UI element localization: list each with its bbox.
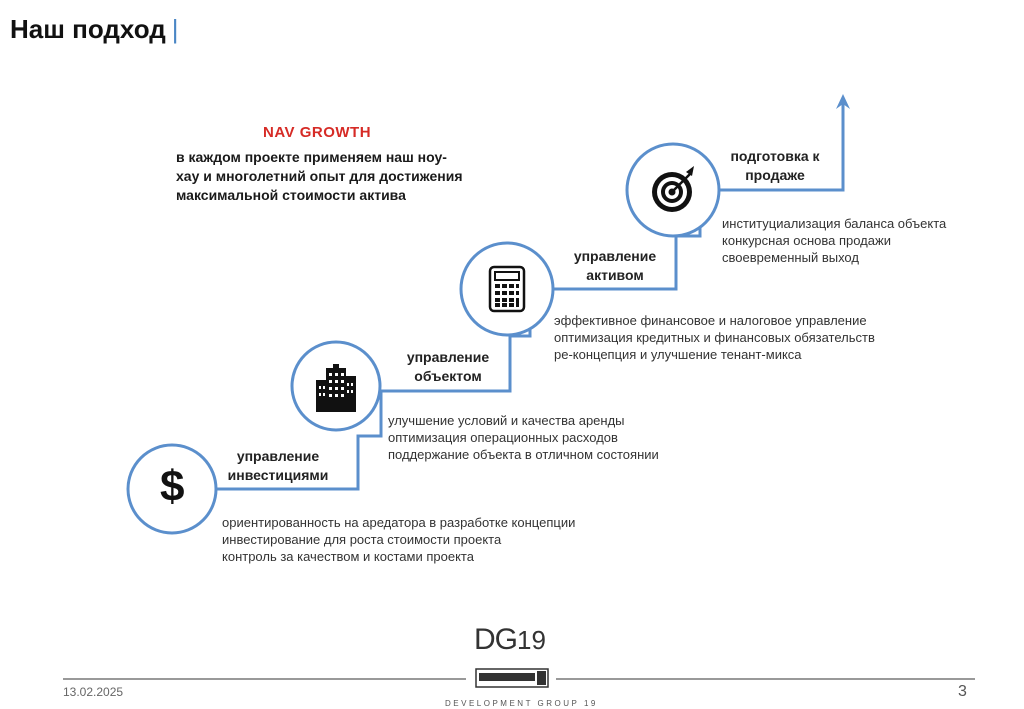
- intro-heading: NAV GROWTH: [263, 124, 372, 141]
- step-label-2: управление объектом: [406, 349, 490, 384]
- step-description-1: ориентированность на аредатора в разработке концепции инвестирование для роста стоимости проекта контроль за качеством и костами проекта: [222, 515, 576, 564]
- step-description-2: улучшение условий и качества аренды оптимизация операционных расходов поддержание объекта в отличном состоянии: [388, 413, 659, 462]
- step-circle-3: [461, 243, 553, 335]
- step-label-1: управление инвестициями: [227, 448, 329, 483]
- step-description-3: эффективное финансовое и налоговое управление оптимизация кредитных и финансовых обязательств ре-концепция и улучшение тенант-микса: [554, 313, 875, 362]
- intro-text: в каждом проекте применяем наш ноу- хау и многолетний опыт для достижения максимальной стоимости актива: [176, 149, 463, 203]
- step-label-4: подготовка к продаже: [730, 148, 820, 183]
- page-title: Наш подход |: [10, 14, 179, 44]
- title-separator: |: [171, 14, 179, 44]
- logo-building-icon: [476, 669, 548, 687]
- step-label-3: управление активом: [573, 248, 657, 283]
- dollar-icon: $: [160, 462, 185, 511]
- company-logo-caption: DEVELOPMENT GROUP 19: [445, 699, 598, 708]
- page-number: 3: [958, 683, 967, 700]
- company-logo: DG19: [474, 623, 546, 656]
- footer-date: 13.02.2025: [63, 685, 124, 699]
- step-description-4: институциализация баланса объекта конкурсная основа продажи своевременный выход: [722, 216, 947, 265]
